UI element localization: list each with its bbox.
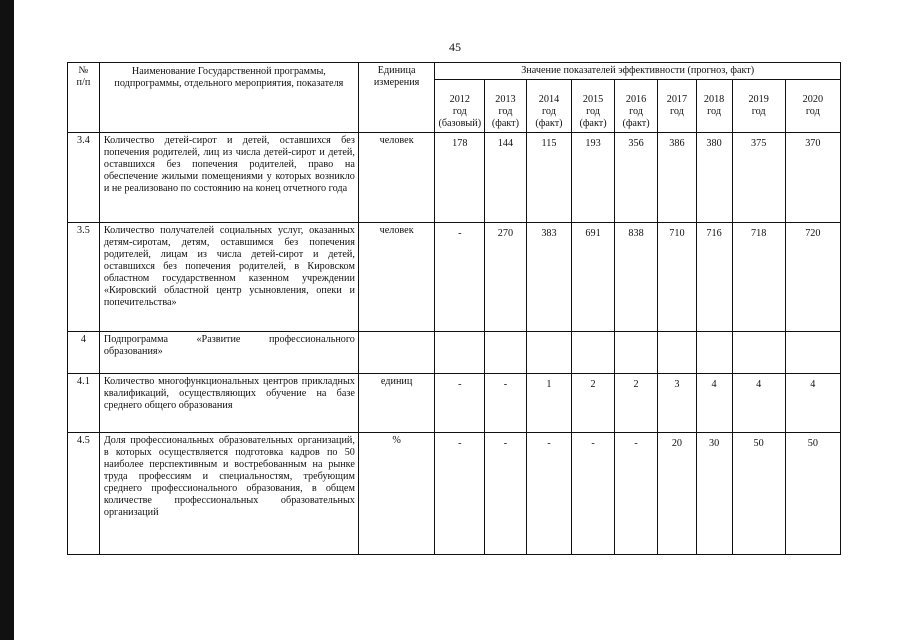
table-row (68, 374, 841, 433)
value-cell: 691 (572, 223, 614, 332)
value-cell: 270 (485, 223, 526, 332)
header-values-group: Значение показателей эффективности (прогноз, факт) (435, 63, 841, 80)
row-num: 3.5 (68, 223, 100, 332)
header-year-2016: 2016 год (факт) (614, 80, 658, 133)
table-row (68, 433, 841, 555)
value-cell: 4 (732, 374, 785, 433)
value-cell: - (435, 374, 485, 433)
value-cell: 115 (526, 133, 572, 223)
value-cell: 4 (696, 374, 732, 433)
value-cell (572, 332, 614, 374)
value-cell: 193 (572, 133, 614, 223)
row-name: Доля профессиональных образовательных организаций, в которых осуществляется подготовка кадров по 50 наиболее перспективным и востребованным на рынке труда профессиям и специальностям, требующим среднего профессионального образования, в общем количестве профессиональных образовательных организаций (99, 433, 358, 555)
header-year-2015: 2015 год (факт) (572, 80, 614, 133)
row-unit: % (358, 433, 434, 555)
row-unit: человек (358, 133, 434, 223)
value-cell: 1 (526, 374, 572, 433)
value-cell: 20 (658, 433, 696, 555)
value-cell: - (526, 433, 572, 555)
value-cell: - (435, 433, 485, 555)
row-name: Количество детей-сирот и детей, оставшихся без попечения родителей, лиц из числа детей-сирот и детей, оставшихся без попечения родителей, право на обеспечение жилыми помещениями у которых возникло и не реализовано по состоянию на конец отчетного года (99, 133, 358, 223)
row-num: 3.4 (68, 133, 100, 223)
value-cell: 710 (658, 223, 696, 332)
value-cell: 2 (614, 374, 658, 433)
value-cell: - (485, 433, 526, 555)
value-cell (526, 332, 572, 374)
row-name: Количество получателей социальных услуг, оказанных детям-сиротам, детям, оставшимся без попечения родителей, лицам из числа детей-сирот и детей, оставшихся без попечения родителей, в Кировском областном государственном казенном учреждении «Кировский областной центр усыновления, опеки и попечительства» (99, 223, 358, 332)
table-row (68, 223, 841, 332)
value-cell: 720 (785, 223, 840, 332)
value-cell: - (435, 223, 485, 332)
header-year-2017: 2017 год (658, 80, 696, 133)
row-num: 4 (68, 332, 100, 374)
header-year-2020: 2020 год (785, 80, 840, 133)
value-cell: 50 (732, 433, 785, 555)
value-cell: - (572, 433, 614, 555)
value-cell (614, 332, 658, 374)
value-cell (485, 332, 526, 374)
row-unit (358, 332, 434, 374)
row-unit: единиц (358, 374, 434, 433)
value-cell: 380 (696, 133, 732, 223)
value-cell: 718 (732, 223, 785, 332)
header-year-2012: 2012 год (базовый) (435, 80, 485, 133)
value-cell: 838 (614, 223, 658, 332)
row-name: Подпрограмма «Развитие профессионального образования» (99, 332, 358, 374)
value-cell: 2 (572, 374, 614, 433)
scan-edge-bar (0, 0, 14, 640)
table-row (68, 332, 841, 374)
header-unit: Единица измерения (358, 63, 434, 133)
value-cell (696, 332, 732, 374)
header-num: № п/п (68, 63, 100, 133)
header-year-2014: 2014 год (факт) (526, 80, 572, 133)
value-cell: 178 (435, 133, 485, 223)
value-cell: - (614, 433, 658, 555)
value-cell: 30 (696, 433, 732, 555)
value-cell: 3 (658, 374, 696, 433)
value-cell: 144 (485, 133, 526, 223)
row-num: 4.5 (68, 433, 100, 555)
value-cell (732, 332, 785, 374)
value-cell (658, 332, 696, 374)
row-name: Количество многофункциональных центров прикладных квалификаций, осуществляющих обучение на базе среднего общего образования (99, 374, 358, 433)
header-row-1 (68, 63, 841, 80)
value-cell: 716 (696, 223, 732, 332)
value-cell: 386 (658, 133, 696, 223)
value-cell (785, 332, 840, 374)
value-cell: 50 (785, 433, 840, 555)
row-num: 4.1 (68, 374, 100, 433)
value-cell: - (485, 374, 526, 433)
value-cell: 375 (732, 133, 785, 223)
row-unit: человек (358, 223, 434, 332)
page-number: 45 (449, 40, 461, 54)
indicators-table (67, 62, 841, 555)
header-year-2019: 2019 год (732, 80, 785, 133)
value-cell (435, 332, 485, 374)
table-row (68, 133, 841, 223)
value-cell: 356 (614, 133, 658, 223)
value-cell: 383 (526, 223, 572, 332)
header-name: Наименование Государственной программы, подпрограммы, отдельного мероприятия, показателя (99, 63, 358, 133)
header-year-2013: 2013 год (факт) (485, 80, 526, 133)
header-year-2018: 2018 год (696, 80, 732, 133)
value-cell: 370 (785, 133, 840, 223)
value-cell: 4 (785, 374, 840, 433)
